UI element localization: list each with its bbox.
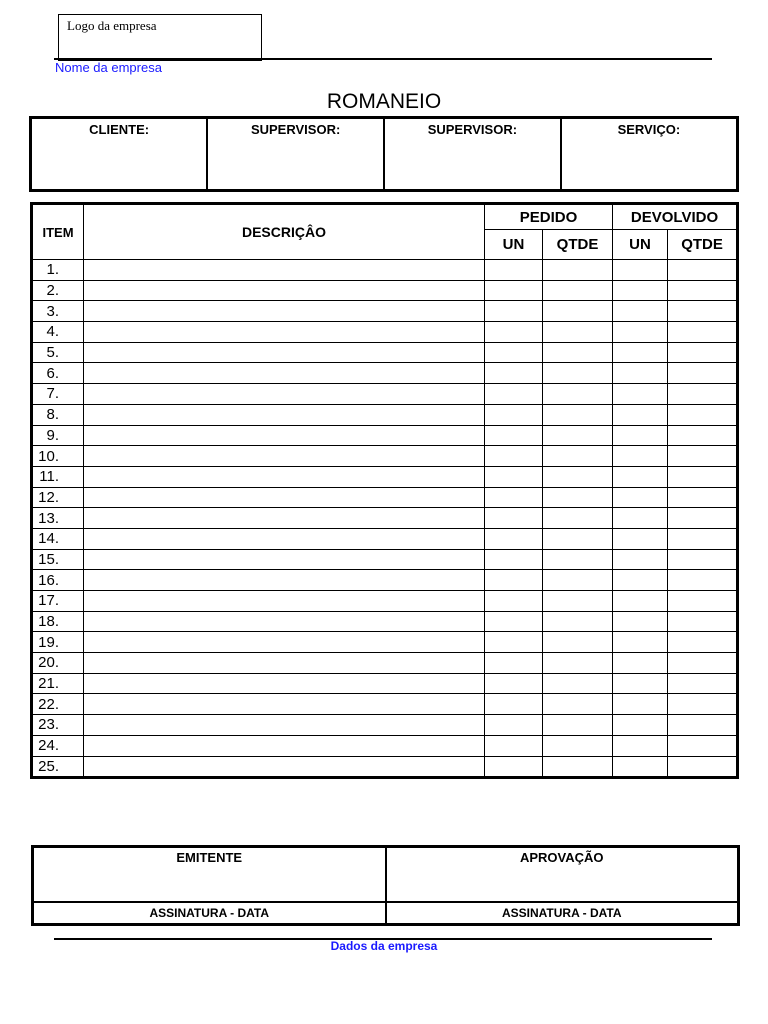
table-row xyxy=(32,280,738,301)
ordered-qty-cell[interactable] xyxy=(543,735,613,756)
returned-qty-cell[interactable] xyxy=(668,632,738,653)
ordered-qty-cell[interactable] xyxy=(543,404,613,425)
ordered-unit-cell[interactable] xyxy=(485,363,543,384)
returned-qty-cell[interactable] xyxy=(668,425,738,446)
ordered-qty-cell[interactable] xyxy=(543,342,613,363)
client-field[interactable]: CLIENTE: xyxy=(31,118,208,191)
ordered-unit-cell[interactable] xyxy=(485,301,543,322)
description-cell[interactable] xyxy=(84,694,485,715)
returned-unit-cell[interactable] xyxy=(613,715,668,736)
page-title: ROMANEIO xyxy=(326,90,442,113)
approval-signature-box[interactable]: APROVAÇÃO xyxy=(386,847,739,903)
table-row xyxy=(32,363,738,384)
returned-group-header: DEVOLVIDO xyxy=(613,204,738,230)
returned-qty-cell[interactable] xyxy=(668,342,738,363)
returned-qty-cell[interactable] xyxy=(668,404,738,425)
item-number: 8. xyxy=(32,404,84,425)
returned-qty-cell[interactable] xyxy=(668,673,738,694)
issuer-signature-label: ASSINATURA - DATA xyxy=(33,902,386,925)
info-fields-table xyxy=(29,116,739,192)
returned-qty-cell[interactable] xyxy=(668,570,738,591)
returned-unit-cell[interactable] xyxy=(613,549,668,570)
description-cell[interactable] xyxy=(84,342,485,363)
ordered-qty-cell[interactable] xyxy=(543,673,613,694)
table-row xyxy=(32,528,738,549)
returned-unit-cell[interactable] xyxy=(613,425,668,446)
ordered-unit-cell[interactable] xyxy=(485,570,543,591)
ordered-unit-cell[interactable] xyxy=(485,756,543,778)
returned-unit-cell[interactable] xyxy=(613,446,668,467)
description-cell[interactable] xyxy=(84,632,485,653)
ordered-unit-cell[interactable] xyxy=(485,611,543,632)
ordered-unit-cell[interactable] xyxy=(485,322,543,343)
ordered-unit-cell[interactable] xyxy=(485,694,543,715)
ordered-qty-cell[interactable] xyxy=(543,653,613,674)
returned-qty-cell[interactable] xyxy=(668,694,738,715)
item-number: 5. xyxy=(32,342,84,363)
item-number: 24. xyxy=(32,735,84,756)
item-number: 16. xyxy=(32,570,84,591)
returned-unit-cell[interactable] xyxy=(613,591,668,612)
ordered-unit-cell[interactable] xyxy=(485,735,543,756)
returned-qty-cell[interactable] xyxy=(668,363,738,384)
description-cell[interactable] xyxy=(84,384,485,405)
ordered-unit-cell[interactable] xyxy=(485,508,543,529)
ordered-qty-cell[interactable] xyxy=(543,425,613,446)
returned-qty-cell[interactable] xyxy=(668,260,738,281)
supervisor-field-2[interactable]: SUPERVISOR: xyxy=(384,118,561,191)
item-number: 2. xyxy=(32,280,84,301)
description-cell[interactable] xyxy=(84,570,485,591)
returned-qty-cell[interactable] xyxy=(668,528,738,549)
returned-unit-cell[interactable] xyxy=(613,487,668,508)
item-number: 19. xyxy=(32,632,84,653)
returned-qty-cell[interactable] xyxy=(668,549,738,570)
ordered-unit-cell[interactable] xyxy=(485,280,543,301)
returned-unit-cell[interactable] xyxy=(613,466,668,487)
table-row xyxy=(32,260,738,281)
table-row xyxy=(32,404,738,425)
ordered-qty-cell[interactable] xyxy=(543,549,613,570)
table-row xyxy=(32,673,738,694)
table-row xyxy=(32,342,738,363)
returned-unit-cell[interactable] xyxy=(613,735,668,756)
company-data: Dados da empresa xyxy=(330,939,438,953)
returned-unit-cell[interactable] xyxy=(613,508,668,529)
description-cell[interactable] xyxy=(84,653,485,674)
returned-qty-cell[interactable] xyxy=(668,735,738,756)
description-column-header: DESCRIÇÂO xyxy=(84,204,485,260)
returned-qty-cell[interactable] xyxy=(668,715,738,736)
description-cell[interactable] xyxy=(84,673,485,694)
returned-unit-cell[interactable] xyxy=(613,280,668,301)
description-cell[interactable] xyxy=(84,591,485,612)
item-number: 7. xyxy=(32,384,84,405)
description-cell[interactable] xyxy=(84,487,485,508)
table-row xyxy=(32,632,738,653)
items-table xyxy=(30,202,739,779)
ordered-unit-cell[interactable] xyxy=(485,342,543,363)
item-column-header: ITEM xyxy=(32,204,84,260)
ordered-qty-cell[interactable] xyxy=(543,280,613,301)
ordered-qty-cell[interactable] xyxy=(543,756,613,778)
item-number: 6. xyxy=(32,363,84,384)
ordered-unit-cell[interactable] xyxy=(485,653,543,674)
ordered-qty-cell[interactable] xyxy=(543,715,613,736)
ordered-unit-cell[interactable] xyxy=(485,549,543,570)
issuer-signature-box[interactable]: EMITENTE xyxy=(33,847,386,903)
ordered-qty-cell[interactable] xyxy=(543,466,613,487)
description-cell[interactable] xyxy=(84,508,485,529)
ordered-unit-cell[interactable] xyxy=(485,425,543,446)
ordered-unit-cell[interactable] xyxy=(485,632,543,653)
item-number: 4. xyxy=(32,322,84,343)
description-cell[interactable] xyxy=(84,363,485,384)
table-row xyxy=(32,715,738,736)
ordered-unit-cell[interactable] xyxy=(485,715,543,736)
table-row xyxy=(32,446,738,467)
returned-unit-cell[interactable] xyxy=(613,632,668,653)
returned-unit-header: UN xyxy=(613,230,668,260)
table-row xyxy=(32,425,738,446)
table-row xyxy=(32,508,738,529)
description-cell[interactable] xyxy=(84,425,485,446)
item-number: 23. xyxy=(32,715,84,736)
returned-qty-cell[interactable] xyxy=(668,446,738,467)
table-row xyxy=(32,570,738,591)
approval-signature-label: ASSINATURA - DATA xyxy=(386,902,739,925)
returned-qty-cell[interactable] xyxy=(668,653,738,674)
signature-table xyxy=(31,845,740,926)
description-cell[interactable] xyxy=(84,260,485,281)
item-number: 9. xyxy=(32,425,84,446)
description-cell[interactable] xyxy=(84,549,485,570)
returned-unit-cell[interactable] xyxy=(613,363,668,384)
supervisor-field-1[interactable]: SUPERVISOR: xyxy=(207,118,384,191)
returned-unit-cell[interactable] xyxy=(613,322,668,343)
ordered-unit-cell[interactable] xyxy=(485,446,543,467)
service-field[interactable]: SERVIÇO: xyxy=(561,118,738,191)
item-number: 17. xyxy=(32,591,84,612)
returned-unit-cell[interactable] xyxy=(613,342,668,363)
ordered-qty-cell[interactable] xyxy=(543,611,613,632)
ordered-qty-cell[interactable] xyxy=(543,487,613,508)
returned-qty-cell[interactable] xyxy=(668,508,738,529)
returned-qty-cell[interactable] xyxy=(668,301,738,322)
ordered-qty-cell[interactable] xyxy=(543,508,613,529)
item-number: 20. xyxy=(32,653,84,674)
ordered-unit-header: UN xyxy=(485,230,543,260)
ordered-qty-cell[interactable] xyxy=(543,632,613,653)
item-number: 3. xyxy=(32,301,84,322)
returned-unit-cell[interactable] xyxy=(613,384,668,405)
item-number: 10. xyxy=(32,446,84,467)
item-number: 11. xyxy=(32,466,84,487)
returned-unit-cell[interactable] xyxy=(613,570,668,591)
returned-unit-cell[interactable] xyxy=(613,673,668,694)
item-number: 13. xyxy=(32,508,84,529)
table-row xyxy=(32,694,738,715)
returned-unit-cell[interactable] xyxy=(613,404,668,425)
items-table-body xyxy=(32,260,738,778)
description-cell[interactable] xyxy=(84,528,485,549)
description-cell[interactable] xyxy=(84,611,485,632)
table-row xyxy=(32,611,738,632)
item-number: 15. xyxy=(32,549,84,570)
table-row xyxy=(32,756,738,778)
description-cell[interactable] xyxy=(84,446,485,467)
ordered-qty-cell[interactable] xyxy=(543,363,613,384)
returned-unit-cell[interactable] xyxy=(613,653,668,674)
table-row xyxy=(32,384,738,405)
item-number: 21. xyxy=(32,673,84,694)
returned-qty-cell[interactable] xyxy=(668,487,738,508)
company-logo-placeholder: Logo da empresa xyxy=(58,14,262,61)
item-number: 14. xyxy=(32,528,84,549)
returned-qty-cell[interactable] xyxy=(668,466,738,487)
returned-qty-cell[interactable] xyxy=(668,322,738,343)
ordered-unit-cell[interactable] xyxy=(485,260,543,281)
item-number: 12. xyxy=(32,487,84,508)
item-number: 25. xyxy=(32,756,84,778)
ordered-qty-cell[interactable] xyxy=(543,446,613,467)
ordered-group-header: PEDIDO xyxy=(485,204,613,230)
ordered-unit-cell[interactable] xyxy=(485,591,543,612)
returned-qty-header: QTDE xyxy=(668,230,738,260)
returned-unit-cell[interactable] xyxy=(613,260,668,281)
returned-qty-cell[interactable] xyxy=(668,280,738,301)
description-cell[interactable] xyxy=(84,301,485,322)
ordered-unit-cell[interactable] xyxy=(485,466,543,487)
table-row xyxy=(32,549,738,570)
returned-unit-cell[interactable] xyxy=(613,611,668,632)
ordered-qty-cell[interactable] xyxy=(543,694,613,715)
ordered-unit-cell[interactable] xyxy=(485,673,543,694)
returned-qty-cell[interactable] xyxy=(668,384,738,405)
description-cell[interactable] xyxy=(84,466,485,487)
ordered-unit-cell[interactable] xyxy=(485,487,543,508)
ordered-unit-cell[interactable] xyxy=(485,404,543,425)
description-cell[interactable] xyxy=(84,715,485,736)
company-name: Nome da empresa xyxy=(55,60,162,75)
item-number: 1. xyxy=(32,260,84,281)
description-cell[interactable] xyxy=(84,280,485,301)
ordered-unit-cell[interactable] xyxy=(485,528,543,549)
description-cell[interactable] xyxy=(84,322,485,343)
returned-unit-cell[interactable] xyxy=(613,528,668,549)
table-row xyxy=(32,735,738,756)
table-row xyxy=(32,591,738,612)
item-number: 22. xyxy=(32,694,84,715)
ordered-qty-cell[interactable] xyxy=(543,301,613,322)
ordered-qty-cell[interactable] xyxy=(543,591,613,612)
ordered-qty-cell[interactable] xyxy=(543,384,613,405)
table-row xyxy=(32,653,738,674)
returned-qty-cell[interactable] xyxy=(668,611,738,632)
returned-qty-cell[interactable] xyxy=(668,591,738,612)
table-row xyxy=(32,487,738,508)
returned-qty-cell[interactable] xyxy=(668,756,738,778)
description-cell[interactable] xyxy=(84,404,485,425)
description-cell[interactable] xyxy=(84,756,485,778)
description-cell[interactable] xyxy=(84,735,485,756)
returned-unit-cell[interactable] xyxy=(613,301,668,322)
ordered-qty-cell[interactable] xyxy=(543,322,613,343)
table-row xyxy=(32,322,738,343)
ordered-qty-cell[interactable] xyxy=(543,570,613,591)
table-row xyxy=(32,466,738,487)
ordered-qty-cell[interactable] xyxy=(543,528,613,549)
returned-unit-cell[interactable] xyxy=(613,756,668,778)
ordered-unit-cell[interactable] xyxy=(485,384,543,405)
table-row xyxy=(32,301,738,322)
ordered-qty-header: QTDE xyxy=(543,230,613,260)
item-number: 18. xyxy=(32,611,84,632)
returned-unit-cell[interactable] xyxy=(613,694,668,715)
ordered-qty-cell[interactable] xyxy=(543,260,613,281)
